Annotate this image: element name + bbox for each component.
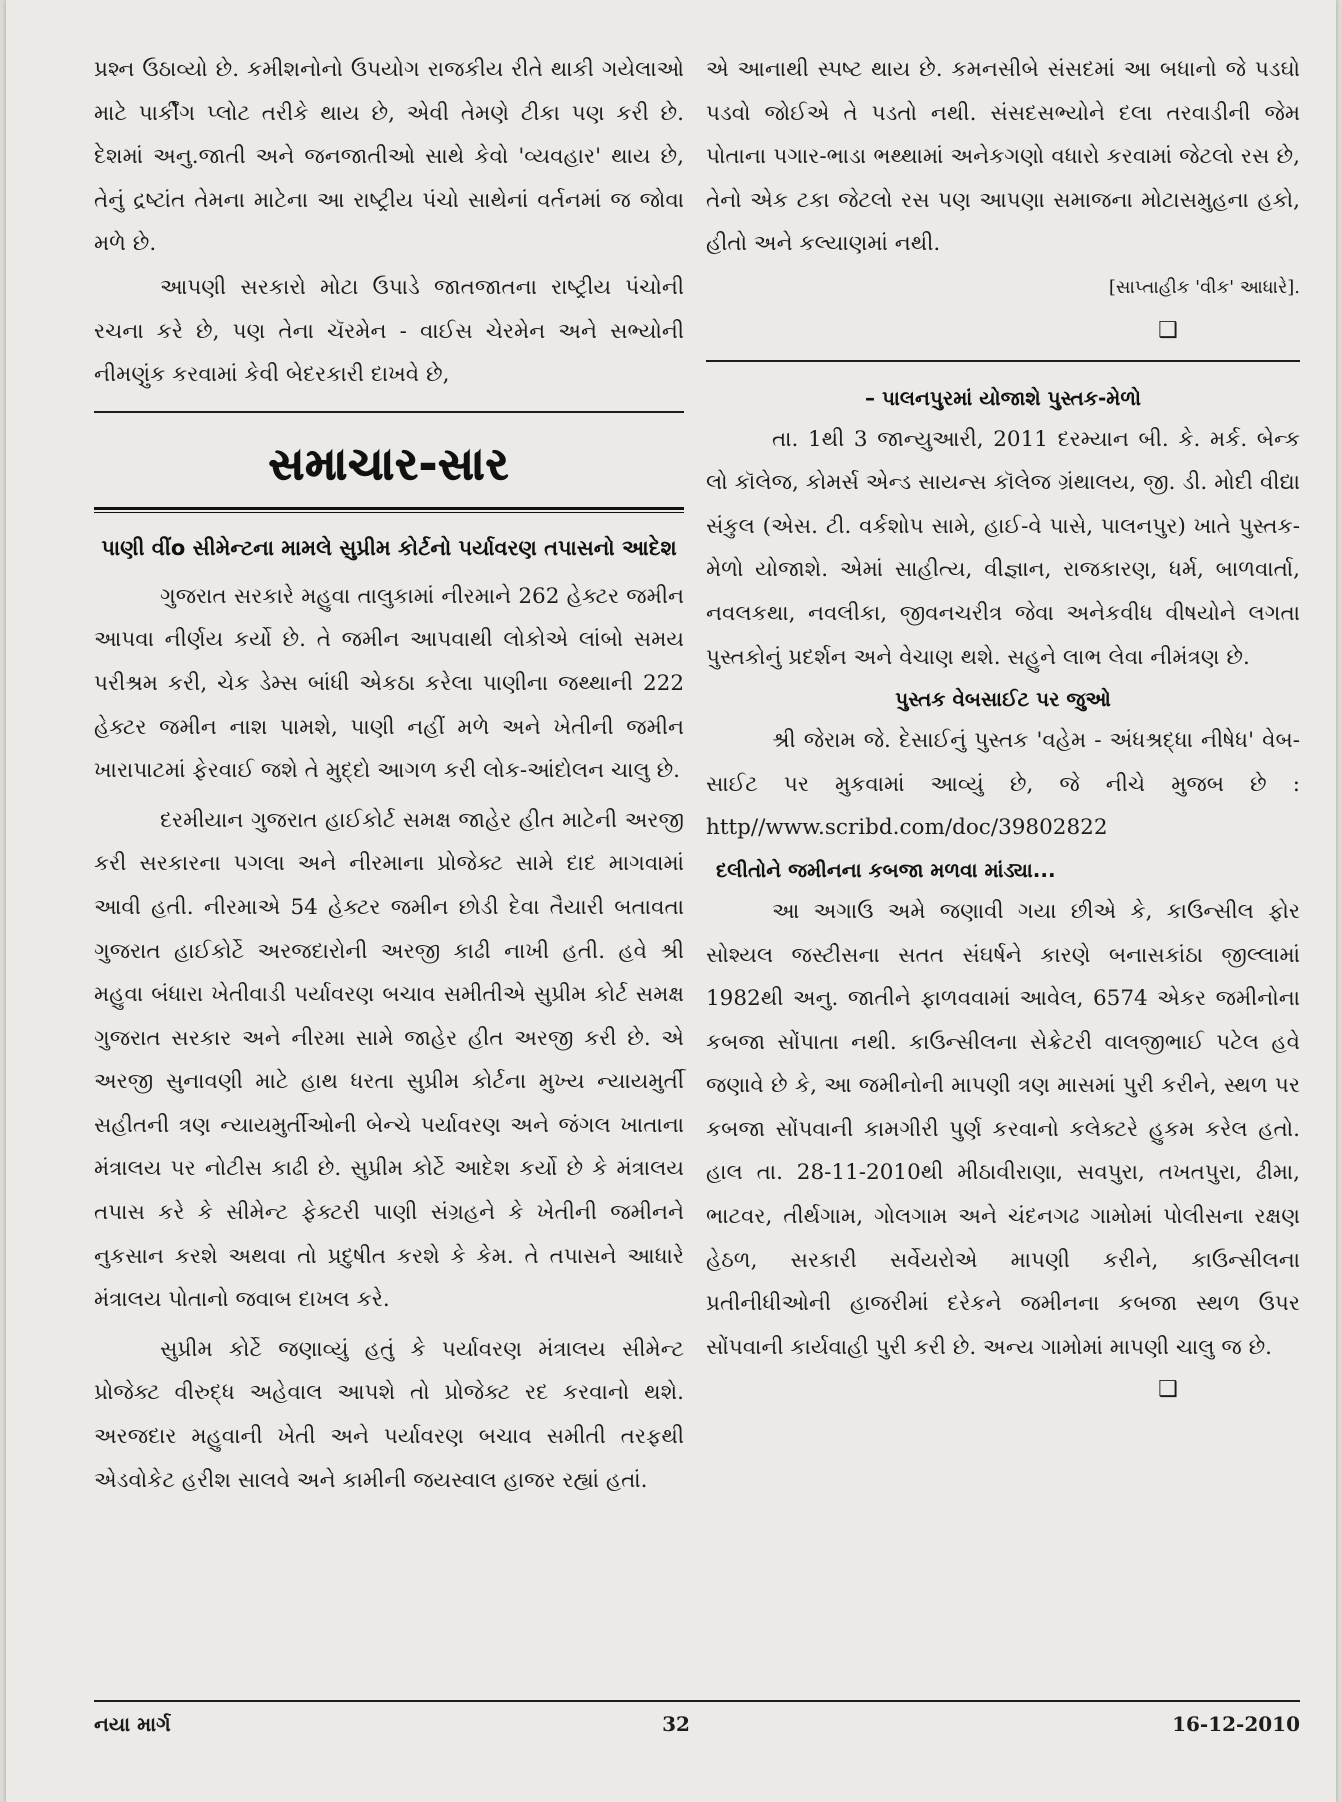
news-paragraph-1: ગુજરાત સરકારે મહુવા તાલુકામાં નીરમાને 262 હેક્ટર જમીન આપવા નીર્ણય કર્યો છે. તે જમીન આપવાથી લોકોએ લાંબો સમય પરીશ્રમ કરી, ચેક ડેમ્સ બાંધી એકઠા કરેલા પાણીના જથ્થાની 222 હેક્ટર જમીન નાશ પામશે, પાણી નહીં મળે અને ખેતીની જમીન ખારાપાટમાં ફેરવાઈ જશે તે મુદ્દો આગળ કરી લોક-આંદોલન ચાલુ છે. [94,583,684,784]
dalit-paragraph: આ અગાઉ અમે જણાવી ગયા છીએ કે, કાઉન્સીલ ફોર સોશ્યલ જસ્ટીસના સતત સંઘર્ષને કારણે બનાસકાંઠા જીલ્લામાં 1982થી અનુ. જાતીને ફાળવવામાં આવેલ, 6574 એકર જમીનોના કબજા સોંપાતા નથી. કાઉન્સીલના સેક્રેટરી વાલજીભાઈ પટેલ હવે જણાવે છે કે, આ જમીનોની માપણી ત્રણ માસમાં પુરી કરીને, સ્થળ પર કબજા સોંપવાની કામગીરી પુર્ણ કરવાનો કલેક્ટરે હુકમ કરેલ હતો. હાલ તા. 28-11-2010થી મીઠાવીરાણા, સવપુરા, તખતપુરા, ઢીમા, ભાટવર, તીર્થગામ, ગોલગામ અને ચંદનગઢ ગામોમાં પોલીસના રક્ષણ હેઠળ, સરકારી સર્વેયરોએ માપણી કરીને, કાઉન્સીલના પ્રતીનીધીઓની હાજરીમાં દરેકને જમીનના કબજા સ્થળ ઉપર સોંપવાની કાર્યવાહી પુરી કરી છે. અન્ય ગામોમાં માપણી ચાલુ જ છે. [706,898,1300,1360]
banner-rule-thin [94,512,684,513]
banner-rule-thick [94,507,684,510]
publication-name: નયા માર્ગ [94,1712,171,1736]
section-divider [94,411,684,413]
issue-date: 16-12-2010 [1172,1712,1300,1736]
website-heading: પુસ્તક વેબસાઈટ પર જુઓ [895,687,1111,712]
news-paragraph-3: સુપ્રીમ કોર્ટે જણાવ્યું હતું કે પર્યાવરણ મંત્રાલય સીમેન્ટ પ્રોજેક્ટ વીરુદ્ધ અહેવાલ આપશે તો પ્રોજેક્ટ રદ કરવાનો થશે. અરજદાર મહુવાની ખેતી અને પર્યાવરણ બચાવ સમીતી તરફથી એડવોકેટ હરીશ સાલવે અને કામીની જયસ્વાલ હાજર રહ્યાં હતાં. [94,1336,684,1493]
page-number: 32 [662,1712,690,1736]
intro-paragraph-1: પ્રશ્ન ઉઠાવ્યો છે. કમીશનોનો ઉપયોગ રાજકીય રીતે થાકી ગયેલાઓ માટે પાર્કીંગ પ્લોટ તરીકે થાય છે, એવી તેમણે ટીકા પણ કરી છે. દેશમાં અનુ.જાતી અને જનજાતીઓ સાથે કેવો 'વ્યવહાર' થાય છે, તેનું દ્રષ્ટાંત તેમના માટેના આ રાષ્ટ્રીય પંચો સાથેનાં વર્તનમાં જ જોવા મળે છે. [94,57,684,257]
source-credit: [સાપ્તાહીક 'વીક' આધારે]. [1108,276,1300,298]
news-paragraph-2: દરમીયાન ગુજરાત હાઈકોર્ટ સમક્ષ જાહેર હીત માટેની અરજી કરી સરકારના પગલા અને નીરમાના પ્રોજેક્ટ સામે દાદ માગવામાં આવી હતી. નીરમાએ 54 હેક્ટર જમીન છોડી દેવા તૈયારી બતાવતા ગુજરાત હાઈકોર્ટે અરજદારોની અરજી કાઢી નાખી હતી. હવે શ્રી મહુવા બંધારા ખેતીવાડી પર્યાવરણ બચાવ સમીતીએ સુપ્રીમ કોર્ટ સમક્ષ ગુજરાત સરકાર અને નીરમા સામે જાહેર હીત અરજી કરી છે. એ અરજી સુનાવણી માટે હાથ ધરતા સુપ્રીમ કોર્ટના મુખ્ય ન્યાયમુર્તી સહીતની ત્રણ ન્યાયમુર્તીઓની બેન્ચે પર્યાવરણ અને જંગલ ખાતાના મંત્રાલય પર નોટીસ કાઢી છે. સુપ્રીમ કોર્ટે આદેશ કર્યો છે કે મંત્રાલય તપાસ કરે કે સીમેન્ટ ફેક્ટરી પાણી સંગ્રહને કે ખેતીની જમીનને નુકસાન કરશે અથવા તો પ્રદુષીત કરશે કે કેમ. તે તપાસને આધારે મંત્રાલય પોતાનો જવાબ દાખલ કરે. [94,807,684,1313]
left-column [94,48,684,1502]
news-headline: પાણી વીંo સીમેન્ટના મામલે સુપ્રીમ કોર્ટનો પર્યાવરણ તપાસનો આદેશ [101,535,677,560]
end-mark: ❑ [1158,317,1178,343]
end-mark-2: ❑ [1158,1377,1178,1403]
intro-paragraph-2: આપણી સરકારો મોટા ઉપાડે જાતજાતના રાષ્ટ્રીય પંચોની રચના કરે છે, પણ તેના ચૅરમેન - વાઈસ ચેરમેન અને સભ્યોની નીમણુંક કરવામાં કેવી બેદરકારી દાખવે છે, [94,274,684,388]
book-fair-paragraph: તા. 1થી 3 જાન્યુઆરી, 2011 દરમ્યાન બી. કે. મર્ક. બેન્ક લો કૉલેજ, કોમર્સ એન્ડ સાયન્સ કૉલેજ ગ્રંથાલય, જી. ડી. મોદી વીદ્યા સંકુલ (એસ. ટી. વર્કશોપ સામે, હાઈ-વે પાસે, પાલનપુર) ખાતે પુસ્તક-મેળો યોજાશે. એમાં સાહીત્ય, વીજ્ઞાન, રાજકારણ, ધર્મ, બાળવાર્તા, નવલકથા, નવલીકા, જીવનચરીત્ર જેવા અનેકવીધ વીષયોને લગતા પુસ્તકોનું પ્રદર્શન અને વેચાણ થશે. સહુને લાભ લેવા નીમંત્રણ છે. [706,426,1300,670]
footer-rule [94,1700,1300,1702]
book-fair-heading: – પાલનપુરમાં યોજાશે પુસ્તક-મેળો [865,385,1141,410]
website-paragraph: શ્રી જેરામ જે. દેસાઈનું પુસ્તક 'વહેમ - અંધશ્રદ્ધા નીષેધ' વેબ-સાઈટ પર મુકવામાં આવ્યું છે, જે નીચે મુજબ છે : http//www.scribd.com/doc/39802822 [706,728,1300,841]
right-column [706,48,1300,1405]
newspaper-page [6,0,1336,1802]
dalit-heading: દલીતોને જમીનના કબજા મળવા માંડ્યા... [716,857,1056,882]
right-divider [706,360,1300,362]
section-banner: સમાચાર-સાર [268,438,510,490]
right-intro-paragraph: એ આનાથી સ્પષ્ટ થાય છે. કમનસીબે સંસદમાં આ બધાનો જે પડઘો પડવો જોઈએ તે પડતો નથી. સંસદસભ્યોને દલા તરવાડીની જેમ પોતાના પગાર-ભાડા ભથ્થામાં અનેકગણો વધારો કરવામાં જેટલો રસ છે, તેનો એક ટકા જેટલો રસ પણ આપણા સમાજના મોટાસમુહના હકો, હીતો અને કલ્યાણમાં નથી. [706,57,1300,257]
